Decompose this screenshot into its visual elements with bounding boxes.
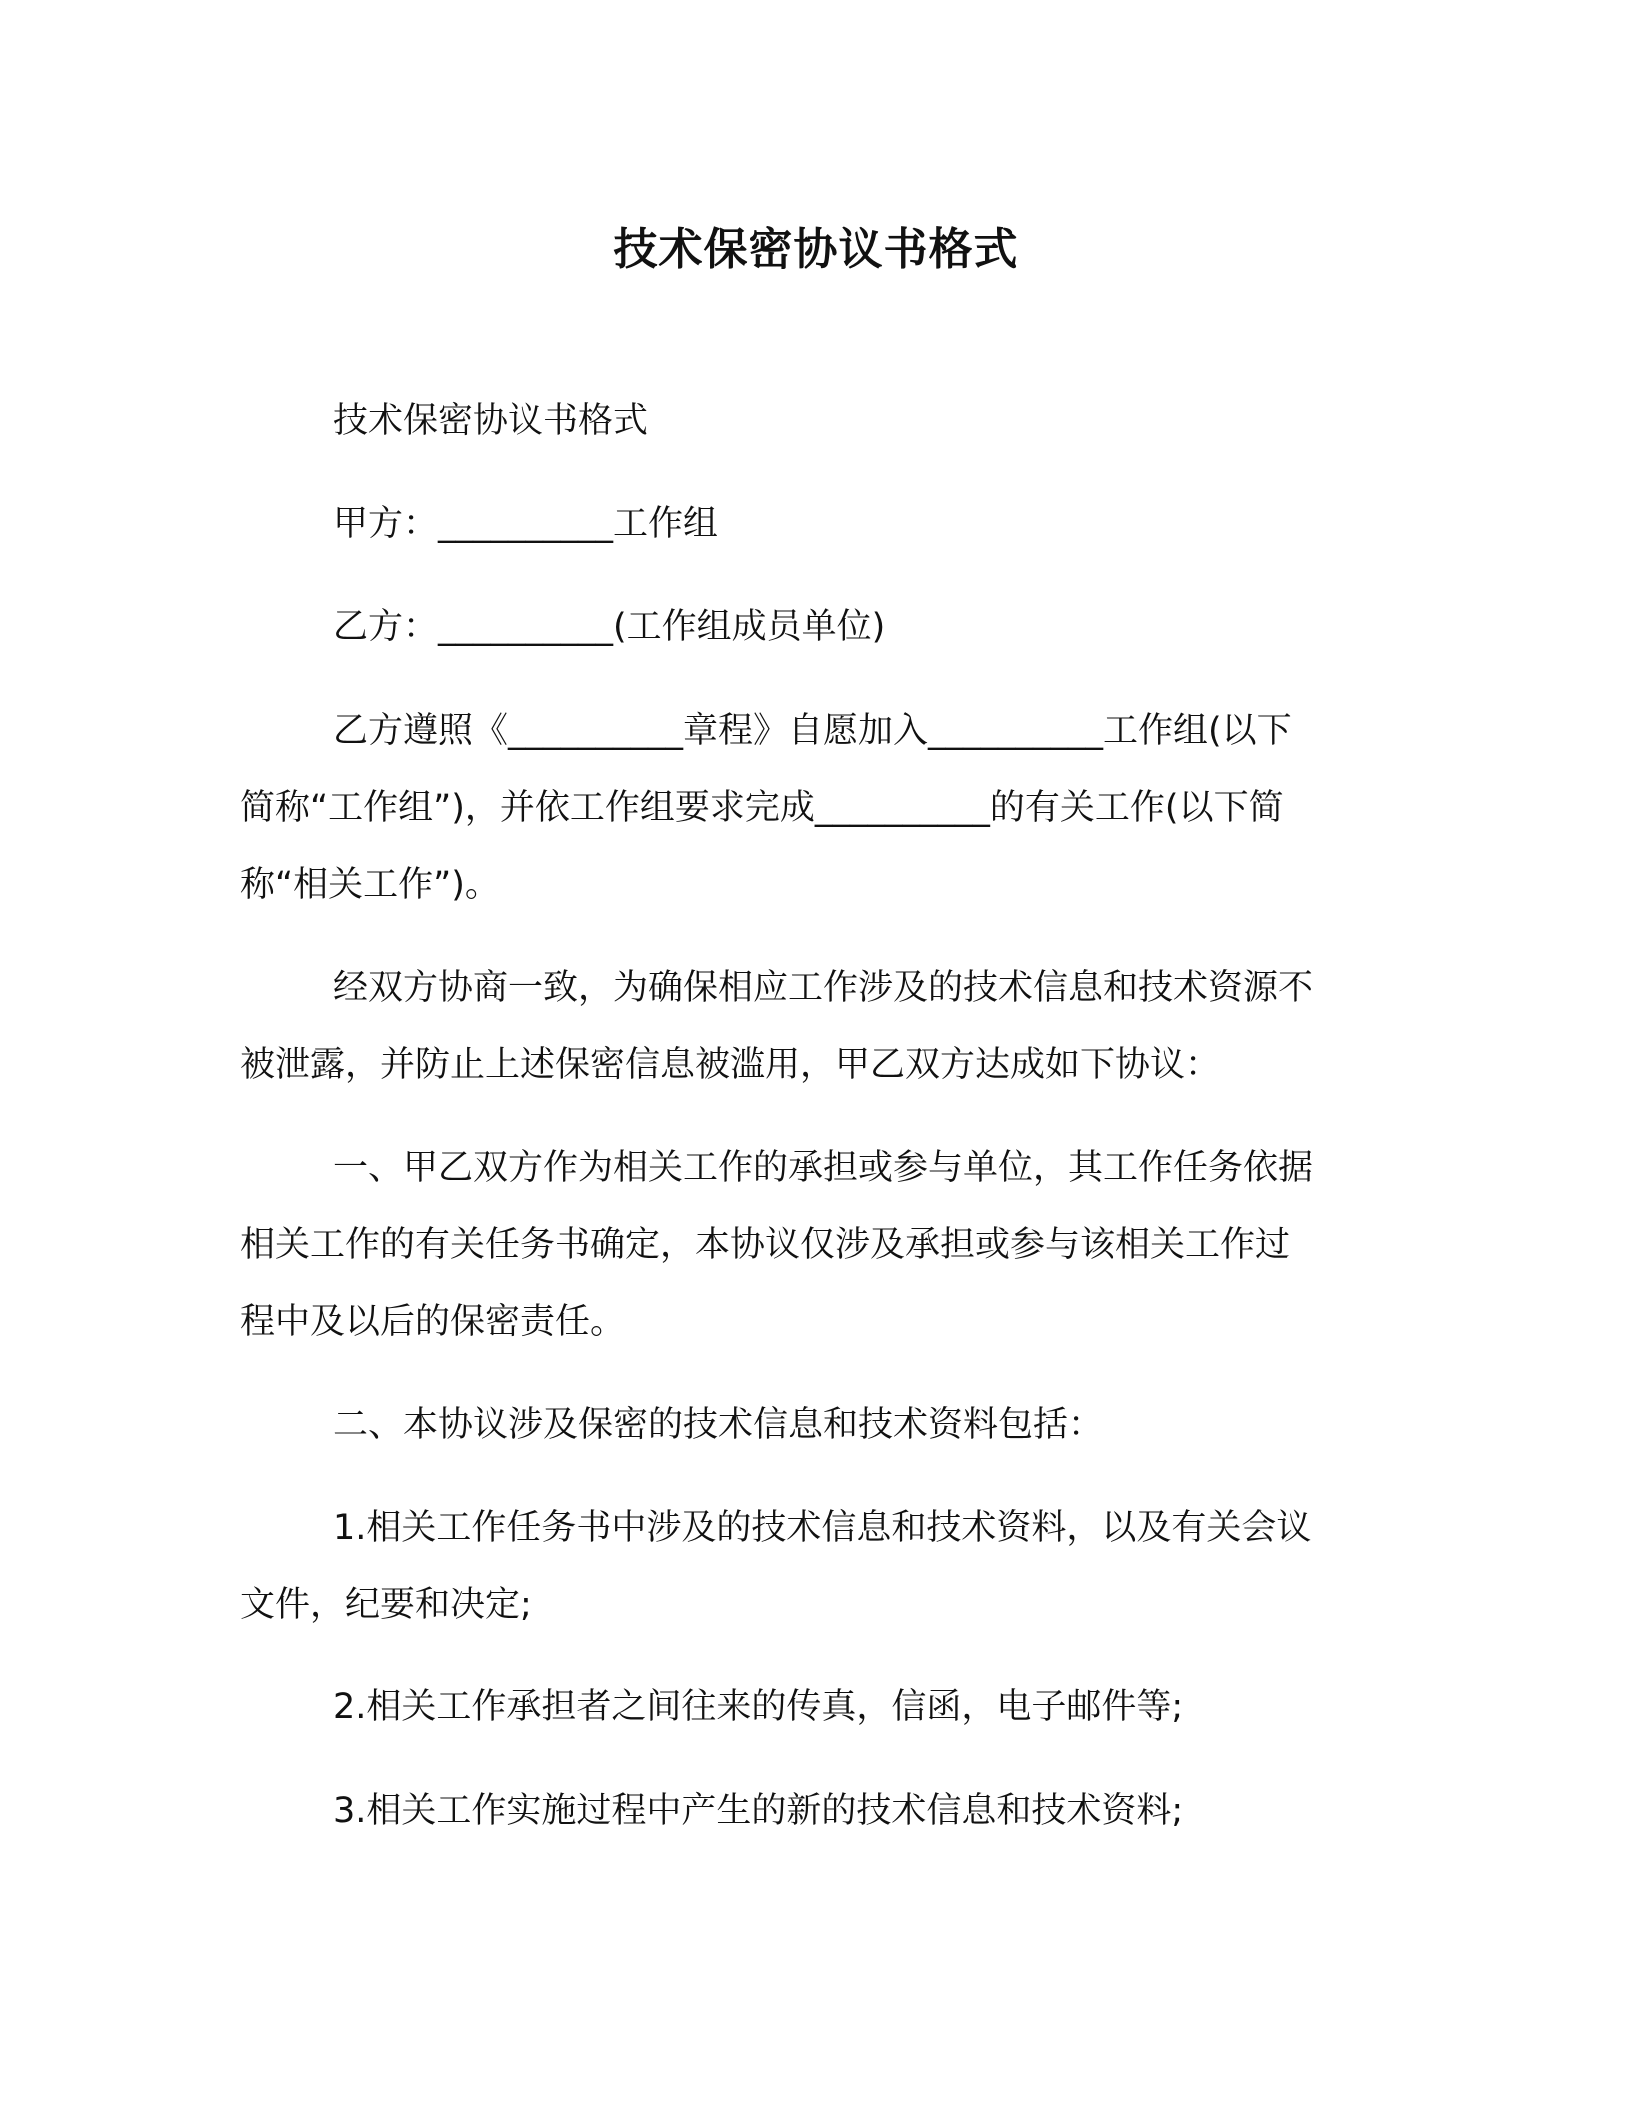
paragraph-line: 2.相关工作承担者之间往来的传真，信函，电子邮件等;	[333, 1687, 1184, 1727]
paragraph-line: 称“相关工作”)。	[240, 865, 500, 905]
paragraph-line: 甲方：__________工作组	[333, 504, 719, 544]
paragraph-line: 经双方协商一致，为确保相应工作涉及的技术信息和技术资源不	[333, 968, 1314, 1008]
paragraph-line: 文件，纪要和决定;	[240, 1585, 532, 1625]
paragraph-line: 程中及以后的保密责任。	[240, 1302, 626, 1342]
paragraph-line: 3.相关工作实施过程中产生的新的技术信息和技术资料;	[333, 1791, 1184, 1831]
paragraph-line: 乙方：__________(工作组成员单位)	[333, 607, 886, 647]
paragraph-line: 二、本协议涉及保密的技术信息和技术资料包括：	[333, 1405, 1104, 1445]
document-title: 技术保密协议书格式	[613, 224, 1019, 275]
paragraph-line: 一、甲乙双方作为相关工作的承担或参与单位，其工作任务依据	[333, 1148, 1314, 1188]
paragraph-line: 技术保密协议书格式	[333, 401, 649, 441]
paragraph-line: 相关工作的有关任务书确定，本协议仅涉及承担或参与该相关工作过	[240, 1225, 1291, 1265]
paragraph-line: 1.相关工作任务书中涉及的技术信息和技术资料，以及有关会议	[333, 1508, 1312, 1548]
paragraph-line: 简称“工作组”)，并依工作组要求完成__________的有关工作(以下简	[240, 788, 1284, 828]
paragraph-line: 乙方遵照《__________章程》自愿加入__________工作组(以下	[333, 711, 1292, 751]
paragraph-line: 被泄露，并防止上述保密信息被滥用，甲乙双方达成如下协议：	[240, 1045, 1221, 1085]
